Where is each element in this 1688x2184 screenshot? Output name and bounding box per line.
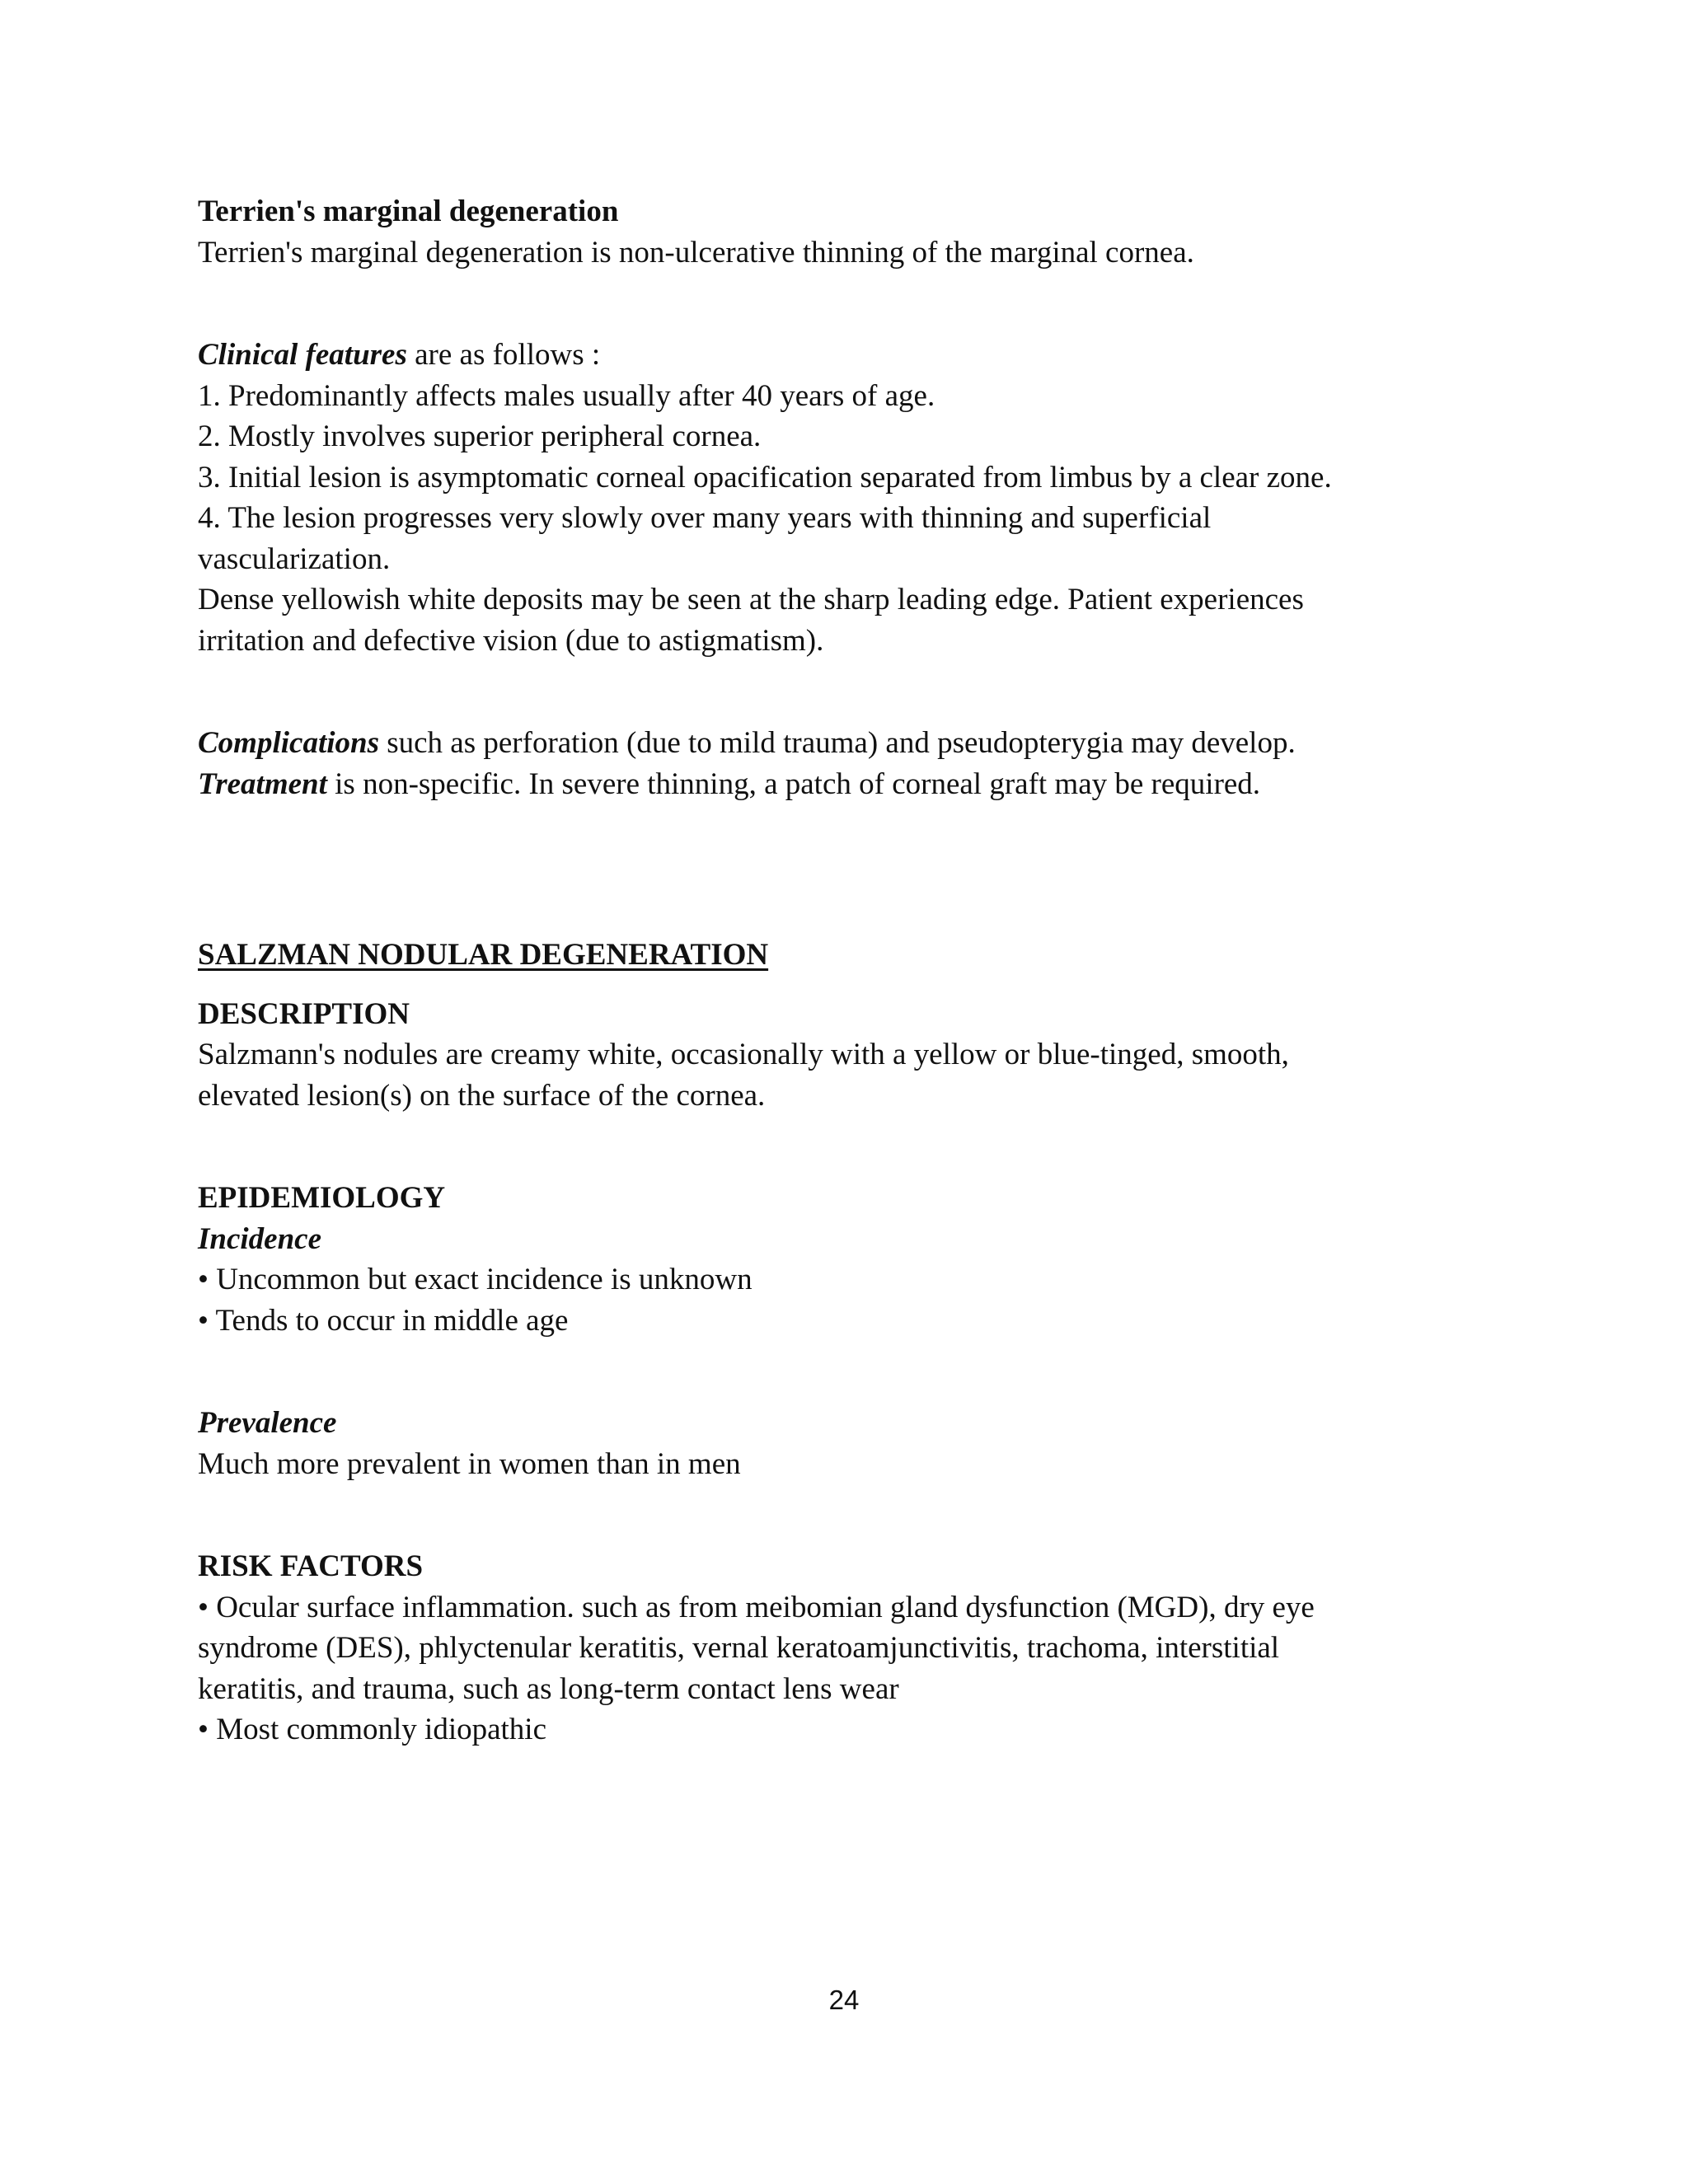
treatment-label: Treatment (198, 766, 327, 801)
clinical-features-line (198, 335, 1451, 376)
risk-factor-line: • Most commonly idiopathic (198, 1713, 547, 1746)
prevalence-text: Much more prevalent in women than in men (198, 1446, 741, 1481)
terrien-intro: Terrien's marginal degeneration is non-ulcerative thinning of the marginal cornea. (198, 235, 1194, 269)
clinical-features-label: Clinical features (198, 338, 407, 372)
spacer (198, 661, 1451, 723)
spacer (198, 1341, 1451, 1403)
complications-label: Complications (198, 726, 379, 760)
spacer (198, 1116, 1451, 1178)
spacer (198, 804, 1451, 935)
incidence-heading: Incidence (198, 1221, 322, 1256)
clinical-item: Dense yellowish white deposits may be seen at the sharp leading edge. Patient experiences (198, 583, 1304, 616)
incidence-item: • Uncommon but exact incidence is unknown (198, 1263, 753, 1296)
risk-factor-line: • Ocular surface inflammation. such as from meibomian gland dysfunction (MGD), dry eye (198, 1590, 1315, 1624)
spacer (198, 1484, 1451, 1546)
treatment-line (198, 764, 1451, 805)
page-number: 24 (828, 1985, 860, 2015)
clinical-item: 3. Initial lesion is asymptomatic corneal opacification separated from limbus by a clear zone. (198, 460, 1332, 494)
salzman-heading (198, 935, 1451, 976)
description-line: elevated lesion(s) on the surface of the cornea. (198, 1078, 766, 1113)
description-heading: DESCRIPTION (198, 996, 410, 1031)
risk-factors-heading: RISK FACTORS (198, 1549, 424, 1583)
description-line: Salzmann's nodules are creamy white, occasionally with a yellow or blue-tinged, smooth, (198, 1038, 1289, 1071)
salzman-heading-text: SALZMAN NODULAR DEGENERATION (198, 938, 769, 972)
document-page (198, 191, 1451, 1750)
risk-factor-line: syndrome (DES), phlyctenular keratitis, vernal keratoamjunctivitis, trachoma, interstitial (198, 1631, 1280, 1665)
clinical-item: irritation and defective vision (due to astigmatism). (198, 623, 824, 658)
risk-factor-line: keratitis, and trauma, such as long-term contact lens wear (198, 1671, 899, 1706)
terrien-heading: Terrien's marginal degeneration (198, 194, 619, 228)
prevalence-heading: Prevalence (198, 1406, 337, 1440)
complications-line (198, 723, 1451, 764)
clinical-item: 2. Mostly involves superior peripheral cornea. (198, 419, 762, 453)
clinical-item: 4. The lesion progresses very slowly over many years with thinning and superficial (198, 501, 1212, 535)
complications-rest: such as perforation (due to mild trauma) and pseudopterygia may develop. (378, 726, 1296, 760)
clinical-item: vascularization. (198, 541, 391, 576)
incidence-item: • Tends to occur in middle age (198, 1303, 569, 1338)
treatment-rest: is non-specific. In severe thinning, a patch of corneal graft may be required. (326, 766, 1261, 801)
epidemiology-heading: EPIDEMIOLOGY (198, 1181, 446, 1215)
clinical-item: 1. Predominantly affects males usually after 40 years of age. (198, 378, 935, 413)
clinical-features-rest: are as follows : (406, 338, 601, 372)
spacer (198, 273, 1451, 335)
spacer (198, 976, 1451, 994)
